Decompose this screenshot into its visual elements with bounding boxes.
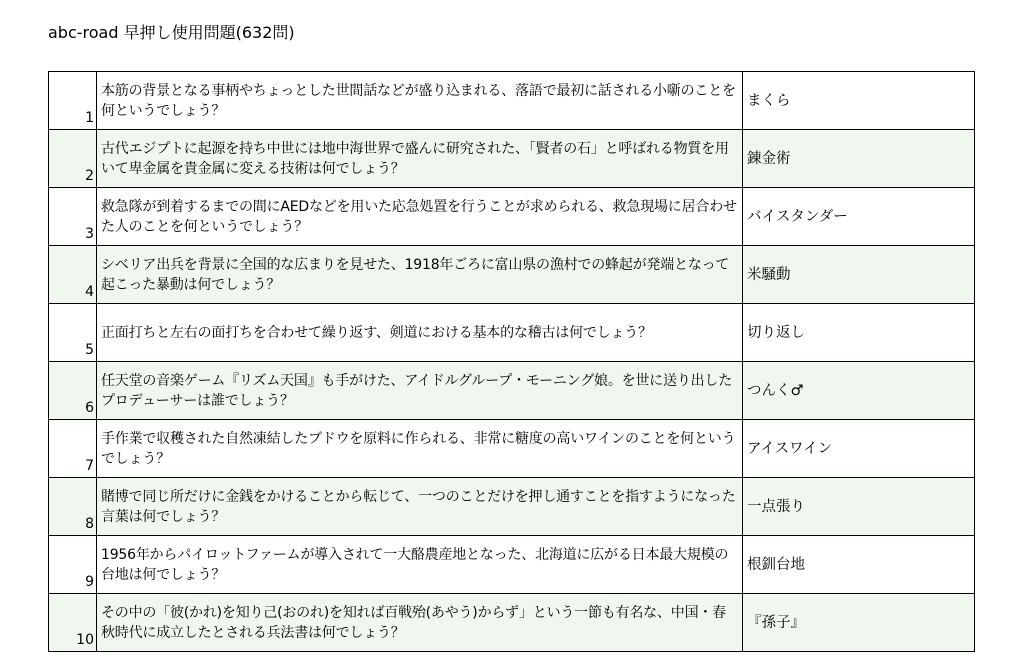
question-number: 5	[49, 304, 97, 362]
table-row	[49, 362, 975, 420]
answer-text: 根釧台地	[743, 536, 975, 594]
answer-text: 米騒動	[743, 246, 975, 304]
table-row	[49, 304, 975, 362]
question-table-body	[49, 72, 975, 652]
table-row	[49, 188, 975, 246]
answer-text: 『孫子』	[743, 594, 975, 652]
question-number: 4	[49, 246, 97, 304]
answer-text: バイスタンダー	[743, 188, 975, 246]
table-row	[49, 536, 975, 594]
question-number: 8	[49, 478, 97, 536]
question-number: 1	[49, 72, 97, 130]
question-text: 正面打ちと左右の面打ちを合わせて繰り返す、剣道における基本的な稽古は何でしょう？	[97, 304, 743, 362]
answer-text: 一点張り	[743, 478, 975, 536]
question-text: 1956年からパイロットファームが導入されて一大酪農産地となった、北海道に広がる日本最大規模の台地は何でしょう？	[97, 536, 743, 594]
answer-text: 錬金術	[743, 130, 975, 188]
question-text: 救急隊が到着するまでの間にAEDなどを用いた応急処置を行うことが求められる、救急現場に居合わせた人のことを何というでしょう？	[97, 188, 743, 246]
question-text: 古代エジプトに起源を持ち中世には地中海世界で盛んに研究された、「賢者の石」と呼ばれる物質を用いて卑金属を貴金属に変える技術は何でしょう？	[97, 130, 743, 188]
table-row	[49, 594, 975, 652]
table-row	[49, 130, 975, 188]
table-row	[49, 420, 975, 478]
page-title: abc-road 早押し使用問題(632問)	[48, 23, 295, 42]
question-number: 2	[49, 130, 97, 188]
question-number: 3	[49, 188, 97, 246]
question-number: 6	[49, 362, 97, 420]
question-text: 任天堂の音楽ゲーム『リズム天国』も手がけた、アイドルグループ・モーニング娘。を世に送り出したプロデューサーは誰でしょう？	[97, 362, 743, 420]
question-text: 本筋の背景となる事柄やちょっとした世間話などが盛り込まれる、落語で最初に話される小噺のことを何というでしょう？	[97, 72, 743, 130]
table-row	[49, 72, 975, 130]
table-row	[49, 246, 975, 304]
question-table	[48, 71, 975, 652]
question-text: 賭博で同じ所だけに金銭をかけることから転じて、一つのことだけを押し通すことを指すようになった言葉は何でしょう？	[97, 478, 743, 536]
question-number: 7	[49, 420, 97, 478]
answer-text: 切り返し	[743, 304, 975, 362]
table-row	[49, 478, 975, 536]
question-text: その中の「彼(かれ)を知り己(おのれ)を知れば百戦殆(あやう)からず」という一節も有名な、中国・春秋時代に成立したとされる兵法書は何でしょう？	[97, 594, 743, 652]
question-text: シベリア出兵を背景に全国的な広まりを見せた、1918年ごろに富山県の漁村での蜂起が発端となって起こった暴動は何でしょう？	[97, 246, 743, 304]
question-text: 手作業で収穫された自然凍結したブドウを原料に作られる、非常に糖度の高いワインのことを何というでしょう？	[97, 420, 743, 478]
answer-text: アイスワイン	[743, 420, 975, 478]
question-number: 9	[49, 536, 97, 594]
answer-text: つんく♂	[743, 362, 975, 420]
answer-text: まくら	[743, 72, 975, 130]
question-number: 10	[49, 594, 97, 652]
